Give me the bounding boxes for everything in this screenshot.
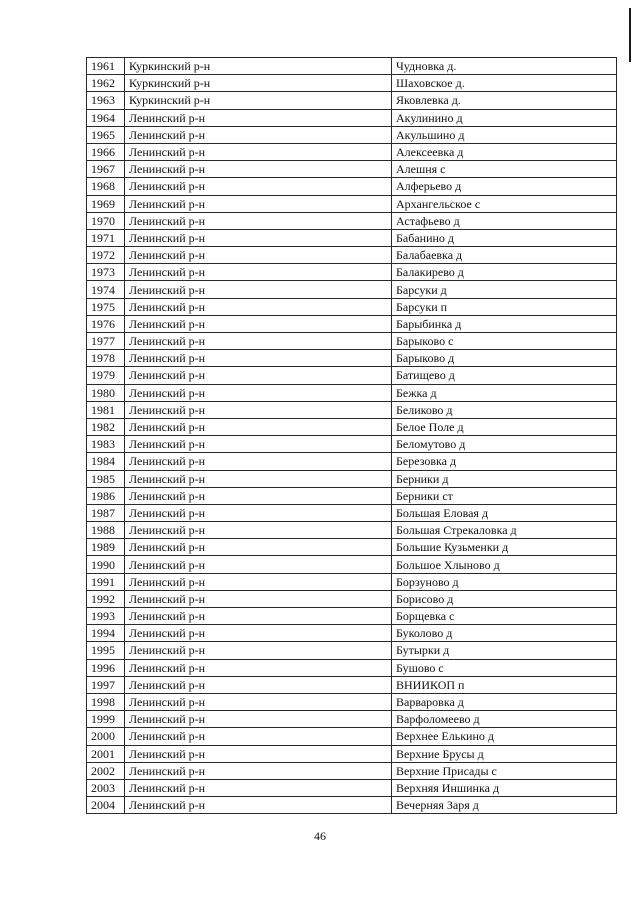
settlement-cell: Беломутово д bbox=[392, 436, 617, 453]
settlement-cell: Бутырки д bbox=[392, 642, 617, 659]
table-row bbox=[87, 711, 617, 728]
row-number-cell: 1990 bbox=[87, 556, 125, 573]
row-number-cell: 1966 bbox=[87, 143, 125, 160]
row-number-cell: 1988 bbox=[87, 522, 125, 539]
page-number: 46 bbox=[314, 829, 326, 843]
district-cell: Ленинский р-н bbox=[125, 384, 392, 401]
row-number-cell: 1993 bbox=[87, 608, 125, 625]
table-row bbox=[87, 762, 617, 779]
settlement-cell: Бушово с bbox=[392, 659, 617, 676]
settlement-cell: Варваровка д bbox=[392, 693, 617, 710]
row-number-cell: 1975 bbox=[87, 298, 125, 315]
row-number-cell: 1999 bbox=[87, 711, 125, 728]
table-row bbox=[87, 281, 617, 298]
table-row bbox=[87, 728, 617, 745]
table-row bbox=[87, 315, 617, 332]
settlement-cell: Барыково д bbox=[392, 350, 617, 367]
settlement-cell: Балабаевка д bbox=[392, 247, 617, 264]
settlement-cell: Акулинино д bbox=[392, 109, 617, 126]
district-cell: Ленинский р-н bbox=[125, 711, 392, 728]
table-row bbox=[87, 590, 617, 607]
row-number-cell: 1997 bbox=[87, 676, 125, 693]
row-number-cell: 1985 bbox=[87, 470, 125, 487]
district-cell: Ленинский р-н bbox=[125, 453, 392, 470]
table-row bbox=[87, 333, 617, 350]
district-cell: Ленинский р-н bbox=[125, 315, 392, 332]
table-row bbox=[87, 212, 617, 229]
district-cell: Ленинский р-н bbox=[125, 178, 392, 195]
settlement-cell: Барсуки д bbox=[392, 281, 617, 298]
district-cell: Ленинский р-н bbox=[125, 281, 392, 298]
table-row bbox=[87, 659, 617, 676]
district-cell: Ленинский р-н bbox=[125, 573, 392, 590]
settlement-cell: Барыбинка д bbox=[392, 315, 617, 332]
settlement-cell: Березовка д bbox=[392, 453, 617, 470]
row-number-cell: 1983 bbox=[87, 436, 125, 453]
district-cell: Ленинский р-н bbox=[125, 212, 392, 229]
table-body bbox=[87, 58, 617, 814]
settlement-cell: Верхние Присады с bbox=[392, 762, 617, 779]
district-cell: Ленинский р-н bbox=[125, 762, 392, 779]
table-row bbox=[87, 229, 617, 246]
district-cell: Куркинский р-н bbox=[125, 92, 392, 109]
district-cell: Ленинский р-н bbox=[125, 298, 392, 315]
district-cell: Ленинский р-н bbox=[125, 143, 392, 160]
table-row bbox=[87, 350, 617, 367]
row-number-cell: 1982 bbox=[87, 418, 125, 435]
row-number-cell: 1987 bbox=[87, 504, 125, 521]
table-row bbox=[87, 178, 617, 195]
row-number-cell: 1979 bbox=[87, 367, 125, 384]
district-cell: Ленинский р-н bbox=[125, 522, 392, 539]
table-row bbox=[87, 264, 617, 281]
row-number-cell: 2002 bbox=[87, 762, 125, 779]
district-cell: Ленинский р-н bbox=[125, 401, 392, 418]
settlement-cell: Борзуново д bbox=[392, 573, 617, 590]
table-row bbox=[87, 195, 617, 212]
table-row bbox=[87, 470, 617, 487]
row-number-cell: 1994 bbox=[87, 625, 125, 642]
district-cell: Ленинский р-н bbox=[125, 676, 392, 693]
row-number-cell: 1968 bbox=[87, 178, 125, 195]
district-cell: Ленинский р-н bbox=[125, 436, 392, 453]
row-number-cell: 1969 bbox=[87, 195, 125, 212]
settlement-cell: Чудновка д. bbox=[392, 58, 617, 75]
settlement-cell: Верхняя Иншинка д bbox=[392, 779, 617, 796]
district-cell: Ленинский р-н bbox=[125, 470, 392, 487]
row-number-cell: 1967 bbox=[87, 161, 125, 178]
district-cell: Ленинский р-н bbox=[125, 745, 392, 762]
settlement-cell: Верхние Брусы д bbox=[392, 745, 617, 762]
table-row bbox=[87, 504, 617, 521]
district-cell: Ленинский р-н bbox=[125, 693, 392, 710]
row-number-cell: 2000 bbox=[87, 728, 125, 745]
district-cell: Ленинский р-н bbox=[125, 247, 392, 264]
settlement-cell: Беликово д bbox=[392, 401, 617, 418]
row-number-cell: 1977 bbox=[87, 333, 125, 350]
table-row bbox=[87, 487, 617, 504]
district-cell: Ленинский р-н bbox=[125, 195, 392, 212]
table-row bbox=[87, 522, 617, 539]
district-cell: Ленинский р-н bbox=[125, 608, 392, 625]
settlement-cell: Алексеевка д bbox=[392, 143, 617, 160]
settlement-cell: Барсуки п bbox=[392, 298, 617, 315]
settlements-table bbox=[86, 57, 617, 814]
settlement-cell: Большое Хлыново д bbox=[392, 556, 617, 573]
settlement-cell: Борщевка с bbox=[392, 608, 617, 625]
table-row bbox=[87, 418, 617, 435]
row-number-cell: 1976 bbox=[87, 315, 125, 332]
row-number-cell: 2001 bbox=[87, 745, 125, 762]
district-cell: Ленинский р-н bbox=[125, 659, 392, 676]
table-row bbox=[87, 676, 617, 693]
table-row bbox=[87, 693, 617, 710]
table-row bbox=[87, 539, 617, 556]
settlement-cell: Белое Поле д bbox=[392, 418, 617, 435]
row-number-cell: 1971 bbox=[87, 229, 125, 246]
row-number-cell: 1996 bbox=[87, 659, 125, 676]
table-row bbox=[87, 247, 617, 264]
table-row bbox=[87, 436, 617, 453]
district-cell: Ленинский р-н bbox=[125, 504, 392, 521]
settlement-cell: Варфоломеево д bbox=[392, 711, 617, 728]
settlement-cell: Алешня с bbox=[392, 161, 617, 178]
district-cell: Ленинский р-н bbox=[125, 625, 392, 642]
row-number-cell: 1995 bbox=[87, 642, 125, 659]
settlement-cell: Алферьево д bbox=[392, 178, 617, 195]
table-row bbox=[87, 58, 617, 75]
district-cell: Ленинский р-н bbox=[125, 229, 392, 246]
table-row bbox=[87, 608, 617, 625]
table-row bbox=[87, 298, 617, 315]
settlement-cell: Большая Стрекаловка д bbox=[392, 522, 617, 539]
table-row bbox=[87, 143, 617, 160]
table-row bbox=[87, 797, 617, 814]
district-cell: Ленинский р-н bbox=[125, 350, 392, 367]
table-row bbox=[87, 779, 617, 796]
row-number-cell: 1981 bbox=[87, 401, 125, 418]
district-cell: Ленинский р-н bbox=[125, 590, 392, 607]
settlement-cell: Борисово д bbox=[392, 590, 617, 607]
table-row bbox=[87, 625, 617, 642]
settlement-cell: Батищево д bbox=[392, 367, 617, 384]
settlement-cell: Барыково с bbox=[392, 333, 617, 350]
table-row bbox=[87, 401, 617, 418]
settlement-cell: Яковлевка д. bbox=[392, 92, 617, 109]
settlement-cell: Большая Еловая д bbox=[392, 504, 617, 521]
row-number-cell: 1963 bbox=[87, 92, 125, 109]
table-row bbox=[87, 453, 617, 470]
page-edge-mark bbox=[629, 8, 631, 62]
row-number-cell: 1972 bbox=[87, 247, 125, 264]
district-cell: Ленинский р-н bbox=[125, 126, 392, 143]
settlement-cell: Астафьево д bbox=[392, 212, 617, 229]
district-cell: Куркинский р-н bbox=[125, 75, 392, 92]
district-cell: Ленинский р-н bbox=[125, 728, 392, 745]
district-cell: Ленинский р-н bbox=[125, 779, 392, 796]
row-number-cell: 1991 bbox=[87, 573, 125, 590]
table-row bbox=[87, 384, 617, 401]
district-cell: Ленинский р-н bbox=[125, 264, 392, 281]
row-number-cell: 1986 bbox=[87, 487, 125, 504]
settlement-cell: Верхнее Елькино д bbox=[392, 728, 617, 745]
row-number-cell: 1961 bbox=[87, 58, 125, 75]
row-number-cell: 1989 bbox=[87, 539, 125, 556]
settlement-cell: Большие Кузьменки д bbox=[392, 539, 617, 556]
settlement-cell: Бежка д bbox=[392, 384, 617, 401]
settlement-cell: Берники ст bbox=[392, 487, 617, 504]
district-cell: Ленинский р-н bbox=[125, 161, 392, 178]
district-cell: Ленинский р-н bbox=[125, 418, 392, 435]
settlement-cell: ВНИИКОП п bbox=[392, 676, 617, 693]
row-number-cell: 1980 bbox=[87, 384, 125, 401]
district-cell: Ленинский р-н bbox=[125, 109, 392, 126]
row-number-cell: 1984 bbox=[87, 453, 125, 470]
settlement-cell: Вечерняя Заря д bbox=[392, 797, 617, 814]
district-cell: Ленинский р-н bbox=[125, 539, 392, 556]
row-number-cell: 1992 bbox=[87, 590, 125, 607]
row-number-cell: 2004 bbox=[87, 797, 125, 814]
district-cell: Ленинский р-н bbox=[125, 367, 392, 384]
settlement-cell: Буколово д bbox=[392, 625, 617, 642]
district-cell: Ленинский р-н bbox=[125, 487, 392, 504]
table-row bbox=[87, 556, 617, 573]
table-row bbox=[87, 367, 617, 384]
district-cell: Куркинский р-н bbox=[125, 58, 392, 75]
district-cell: Ленинский р-н bbox=[125, 797, 392, 814]
row-number-cell: 1998 bbox=[87, 693, 125, 710]
row-number-cell: 2003 bbox=[87, 779, 125, 796]
row-number-cell: 1962 bbox=[87, 75, 125, 92]
district-cell: Ленинский р-н bbox=[125, 556, 392, 573]
row-number-cell: 1965 bbox=[87, 126, 125, 143]
settlement-cell: Берники д bbox=[392, 470, 617, 487]
settlement-cell: Акульшино д bbox=[392, 126, 617, 143]
row-number-cell: 1974 bbox=[87, 281, 125, 298]
table-row bbox=[87, 75, 617, 92]
table-row bbox=[87, 92, 617, 109]
table-row bbox=[87, 573, 617, 590]
settlement-cell: Бабанино д bbox=[392, 229, 617, 246]
settlement-cell: Архангельское с bbox=[392, 195, 617, 212]
table-row bbox=[87, 126, 617, 143]
row-number-cell: 1964 bbox=[87, 109, 125, 126]
settlement-cell: Шаховское д. bbox=[392, 75, 617, 92]
table-row bbox=[87, 161, 617, 178]
table-row bbox=[87, 642, 617, 659]
settlement-cell: Балакирево д bbox=[392, 264, 617, 281]
row-number-cell: 1973 bbox=[87, 264, 125, 281]
table-row bbox=[87, 109, 617, 126]
table-row bbox=[87, 745, 617, 762]
district-cell: Ленинский р-н bbox=[125, 642, 392, 659]
district-cell: Ленинский р-н bbox=[125, 333, 392, 350]
row-number-cell: 1978 bbox=[87, 350, 125, 367]
row-number-cell: 1970 bbox=[87, 212, 125, 229]
